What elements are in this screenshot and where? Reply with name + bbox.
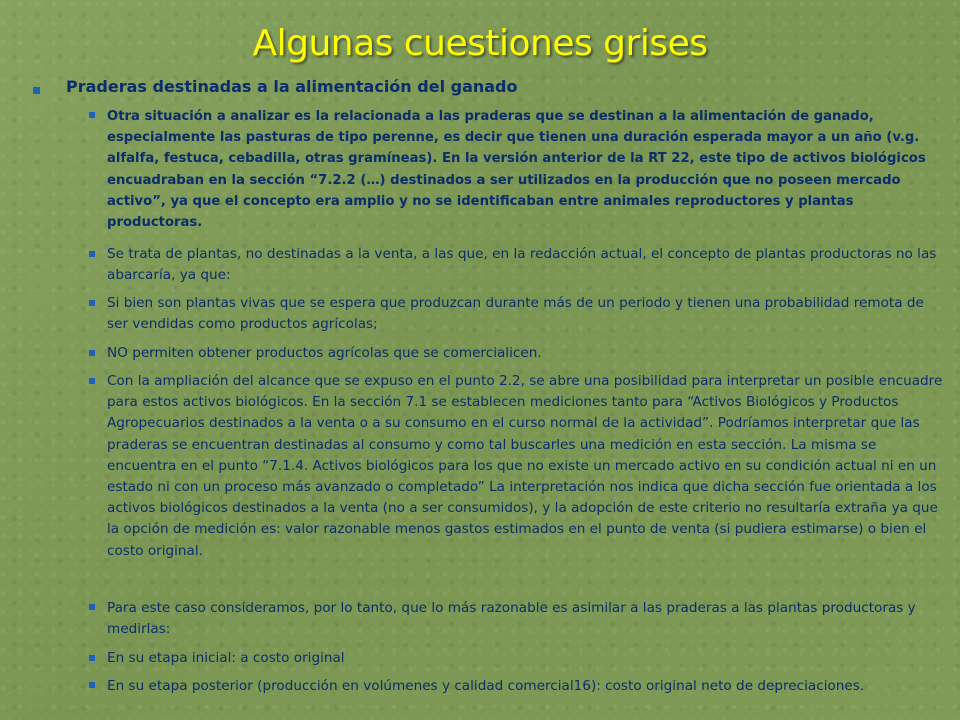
paragraph-2: Se trata de plantas, no destinadas a la venta, a las que, en la redacción actual, el concepto de plantas productoras no las abarcaría, ya que:: [107, 246, 937, 284]
paragraph-1: Otra situación a analizar es la relacionada a las praderas que se destinan a la alimentación de ganado, especialmente las pasturas de tipo perenne, es decir que tienen una duración esperada mayor a un año (v.g. alfalfa, festuca, cebadilla, otras gramíneas). En la versión anterior de la RT 22, este tipo de activos biológicos encuadraban en la sección “7.2.2 (…) destinados a ser utilizados en la producción que no poseen mercado activo”, ya que el concepto era amplio y no se identificaban entre animales reproductores y plantas productoras.: [107, 109, 926, 231]
paragraph-6: Para este caso consideramos, por lo tanto, que lo más razonable es asimilar a las praderas a las plantas productoras y medirlas:: [107, 600, 916, 638]
bullet-square-icon: [89, 300, 95, 306]
bullet-square-icon: [33, 87, 40, 94]
paragraph-5: Con la ampliación del alcance que se expuso en el punto 2.2, se abre una posibilidad para interpretar un posible encuadre para estos activos biológicos. En la sección 7.1 se establecen mediciones tanto para “Activos Biológicos y Productos Agropecuarios destinados a la venta o a su consumo en el curso normal de la actividad”. Podríamos interpretar que las praderas se encuentran destinadas al consumo y como tal buscarles una medición en esta sección. La misma se encuentra en el punto “7.1.4. Activos biológicos para los que no existe un mercado activo en su condición actual ni en un estado ni con un proceso más avanzado o completado” La interpretación nos indica que dicha sección fue orientada a los activos biológicos destinados a la venta (no a ser consumidos), y la adopción de este criterio no resultaría extraña ya que la opción de medición es: valor razonable menos gastos estimados en el punto de venta (si pudiera estimarse) o bien el costo original.: [107, 373, 943, 559]
bullet-square-icon: [89, 251, 95, 257]
bullet-square-icon: [89, 350, 95, 356]
slide-title: Algunas cuestiones grises: [252, 23, 708, 64]
bullet-square-icon: [89, 378, 95, 384]
bullet-square-icon: [89, 112, 95, 118]
bullet-square-icon: [89, 682, 95, 688]
section-heading: Praderas destinadas a la alimentación del ganado: [66, 77, 518, 96]
bullet-square-icon: [89, 604, 95, 610]
paragraph-3: Si bien son plantas vivas que se espera que produzcan durante más de un periodo y tienen una probabilidad remota de ser vendidas como productos agrícolas;: [107, 295, 924, 333]
paragraph-4: NO permiten obtener productos agrícolas que se comercialicen.: [107, 345, 542, 361]
paragraph-8: En su etapa posterior (producción en volúmenes y calidad comercial16): costo original neto de depreciaciones.: [107, 678, 865, 694]
bullet-square-icon: [89, 655, 95, 661]
paragraph-7: En su etapa inicial: a costo original: [107, 650, 345, 666]
